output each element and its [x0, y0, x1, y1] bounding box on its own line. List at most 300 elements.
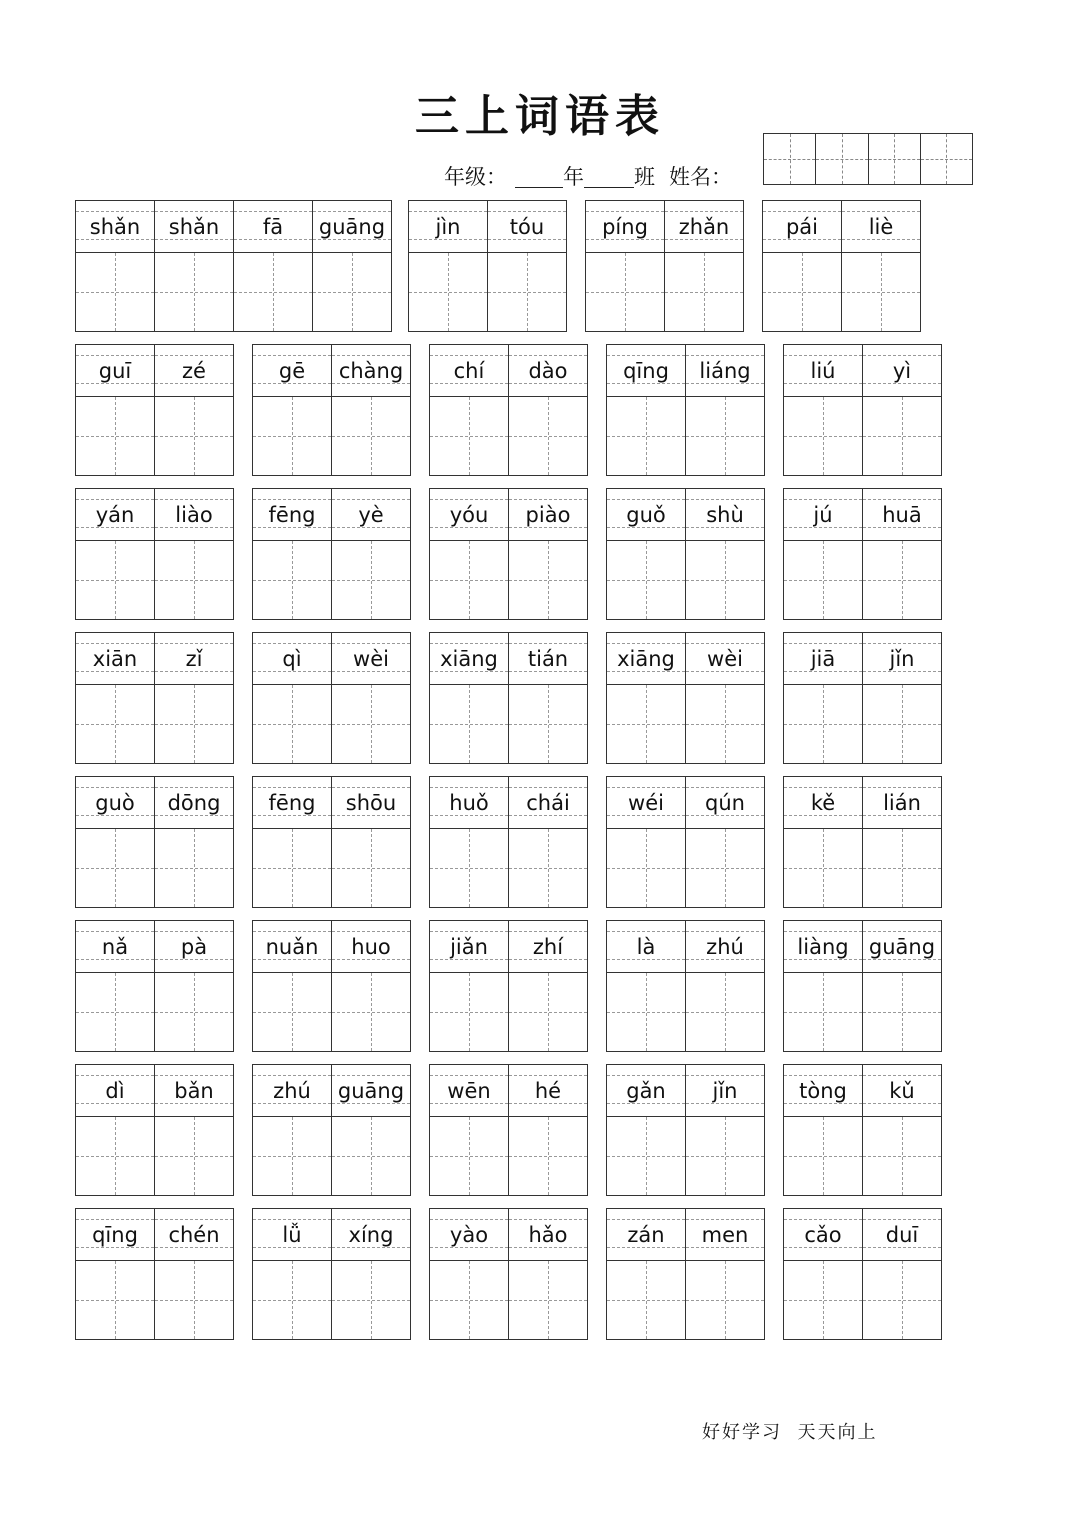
writing-box[interactable]	[430, 397, 508, 475]
pinyin-text: xiāng	[617, 646, 675, 671]
pinyin-cell	[76, 921, 154, 973]
pinyin-text: qīng	[92, 1222, 138, 1247]
character-column	[409, 201, 488, 331]
name-cell[interactable]	[764, 134, 816, 184]
word-item	[606, 920, 765, 1052]
character-column	[509, 1209, 587, 1339]
pinyin-text: guāng	[318, 214, 386, 239]
pinyin-text: guī	[98, 358, 132, 383]
pinyin-cell	[607, 1209, 685, 1261]
pinyin-cell	[863, 633, 941, 685]
pinyin-text: zhú	[706, 934, 744, 959]
character-column	[155, 777, 233, 907]
pinyin-cell	[686, 633, 764, 685]
character-column	[784, 1209, 863, 1339]
word-item	[585, 200, 744, 332]
writing-box[interactable]	[155, 541, 233, 619]
writing-box[interactable]	[332, 541, 410, 619]
pinyin-text: guò	[95, 790, 135, 815]
character-column	[253, 777, 332, 907]
writing-box[interactable]	[686, 1261, 764, 1339]
word-item	[75, 200, 392, 332]
pinyin-cell	[155, 921, 233, 973]
writing-box[interactable]	[784, 973, 862, 1051]
writing-box[interactable]	[784, 829, 862, 907]
character-column	[686, 345, 764, 475]
writing-box[interactable]	[686, 685, 764, 763]
word-item	[252, 776, 411, 908]
pinyin-text: huā	[882, 502, 922, 527]
character-column	[509, 1065, 587, 1195]
pinyin-cell	[686, 489, 764, 541]
pinyin-cell	[332, 489, 410, 541]
pinyin-text: liè	[868, 214, 894, 239]
character-column	[607, 1209, 686, 1339]
writing-box[interactable]	[76, 253, 154, 331]
pinyin-cell	[863, 1209, 941, 1261]
pinyin-text: guǒ	[626, 502, 666, 527]
pinyin-text: fēng	[268, 790, 316, 815]
writing-box[interactable]	[76, 397, 154, 475]
writing-box[interactable]	[509, 1117, 587, 1195]
pinyin-cell	[509, 345, 587, 397]
pinyin-text: kǔ	[889, 1078, 915, 1103]
pinyin-text: jiā	[810, 646, 836, 671]
word-item	[75, 1208, 234, 1340]
word-item	[429, 1208, 588, 1340]
writing-box[interactable]	[509, 541, 587, 619]
pinyin-cell	[332, 633, 410, 685]
name-cell[interactable]	[869, 134, 921, 184]
pinyin-cell	[155, 1065, 233, 1117]
year-label: 年	[563, 165, 584, 189]
writing-box[interactable]	[509, 829, 587, 907]
character-column	[863, 489, 941, 619]
pinyin-text: shǎn	[89, 214, 141, 239]
writing-box[interactable]	[863, 685, 941, 763]
word-item	[606, 1064, 765, 1196]
pinyin-cell	[155, 489, 233, 541]
pinyin-cell	[665, 201, 743, 253]
pinyin-cell	[253, 777, 331, 829]
pinyin-cell	[784, 1209, 862, 1261]
writing-box[interactable]	[332, 829, 410, 907]
writing-box[interactable]	[155, 253, 233, 331]
pinyin-text: gē	[278, 358, 306, 383]
character-column	[863, 345, 941, 475]
writing-box[interactable]	[509, 685, 587, 763]
writing-box[interactable]	[763, 253, 841, 331]
name-cell[interactable]	[816, 134, 868, 184]
pinyin-text: chén	[168, 1222, 220, 1247]
writing-box[interactable]	[784, 1117, 862, 1195]
writing-box[interactable]	[863, 397, 941, 475]
pinyin-text: bǎn	[174, 1078, 214, 1103]
character-column	[784, 777, 863, 907]
character-column	[253, 1209, 332, 1339]
pinyin-text: piào	[525, 502, 571, 527]
pinyin-text: dào	[528, 358, 568, 383]
writing-box[interactable]	[607, 541, 685, 619]
character-column	[430, 489, 509, 619]
writing-box[interactable]	[253, 397, 331, 475]
writing-box[interactable]	[155, 397, 233, 475]
writing-box[interactable]	[253, 829, 331, 907]
writing-box[interactable]	[430, 829, 508, 907]
pinyin-text: yán	[95, 502, 135, 527]
footer-motto: 好好学习 天天向上	[702, 1422, 878, 1443]
pinyin-cell	[607, 345, 685, 397]
writing-box[interactable]	[686, 541, 764, 619]
character-column	[253, 345, 332, 475]
pinyin-text: gǎn	[626, 1078, 666, 1103]
pinyin-text: dōng	[167, 790, 221, 815]
name-label: 姓名：	[669, 165, 732, 189]
word-item	[783, 488, 942, 620]
pinyin-cell	[607, 921, 685, 973]
word-item	[252, 488, 411, 620]
character-column	[253, 921, 332, 1051]
pinyin-text: kě	[810, 790, 836, 815]
pinyin-text: wèi	[707, 646, 743, 671]
writing-box[interactable]	[488, 253, 566, 331]
character-column	[763, 201, 842, 331]
writing-box[interactable]	[76, 1117, 154, 1195]
word-item	[606, 632, 765, 764]
word-item	[252, 1208, 411, 1340]
pinyin-text: qì	[282, 646, 302, 671]
pinyin-cell	[763, 201, 841, 253]
word-item	[762, 200, 921, 332]
pinyin-cell	[488, 201, 566, 253]
pinyin-cell	[863, 921, 941, 973]
word-item	[75, 344, 234, 476]
pinyin-text: tóu	[509, 214, 545, 239]
character-column	[253, 633, 332, 763]
word-item	[783, 344, 942, 476]
writing-box[interactable]	[76, 829, 154, 907]
character-column	[76, 1065, 155, 1195]
page-title: 三上词语表	[415, 91, 665, 142]
pinyin-cell	[430, 1209, 508, 1261]
pinyin-cell	[509, 1065, 587, 1117]
writing-box[interactable]	[863, 829, 941, 907]
pinyin-text: shù	[706, 502, 744, 527]
pinyin-text: men	[701, 1222, 749, 1247]
pinyin-cell	[76, 489, 154, 541]
writing-box[interactable]	[313, 253, 391, 331]
pinyin-cell	[155, 633, 233, 685]
word-item	[606, 344, 765, 476]
pinyin-cell	[253, 345, 331, 397]
pinyin-text: jǐn	[889, 646, 915, 671]
character-column	[488, 201, 566, 331]
pinyin-cell	[253, 489, 331, 541]
writing-box[interactable]	[842, 253, 920, 331]
word-item	[429, 776, 588, 908]
pinyin-text: jiǎn	[450, 934, 488, 959]
writing-box[interactable]	[155, 829, 233, 907]
pinyin-cell	[784, 633, 862, 685]
pinyin-text: píng	[602, 214, 648, 239]
character-column	[155, 345, 233, 475]
writing-box[interactable]	[686, 1117, 764, 1195]
character-column	[607, 489, 686, 619]
pinyin-cell	[686, 921, 764, 973]
writing-box[interactable]	[784, 541, 862, 619]
pinyin-cell	[76, 633, 154, 685]
pinyin-text: huǒ	[449, 790, 489, 815]
pinyin-text: lǚ	[282, 1222, 302, 1247]
writing-box[interactable]	[430, 541, 508, 619]
writing-box[interactable]	[607, 685, 685, 763]
pinyin-text: qún	[705, 790, 745, 815]
pinyin-cell	[253, 1209, 331, 1261]
pinyin-cell	[332, 345, 410, 397]
writing-box[interactable]	[430, 1261, 508, 1339]
character-column	[76, 345, 155, 475]
pinyin-cell	[313, 201, 391, 253]
writing-box[interactable]	[607, 1117, 685, 1195]
pinyin-cell	[784, 921, 862, 973]
pinyin-text: lián	[883, 790, 921, 815]
pinyin-text: wēn	[447, 1078, 491, 1103]
class-label: 班	[634, 165, 655, 189]
character-column	[253, 1065, 332, 1195]
character-column	[76, 489, 155, 619]
pinyin-text: zhǎn	[678, 214, 730, 239]
writing-box[interactable]	[686, 397, 764, 475]
writing-box[interactable]	[234, 253, 312, 331]
character-column	[155, 1065, 233, 1195]
writing-box[interactable]	[784, 685, 862, 763]
word-item	[783, 1064, 942, 1196]
word-item	[75, 1064, 234, 1196]
word-item	[606, 776, 765, 908]
grade-blank[interactable]	[515, 165, 563, 188]
writing-box[interactable]	[76, 541, 154, 619]
writing-box[interactable]	[607, 973, 685, 1051]
pinyin-text: tòng	[799, 1078, 847, 1103]
character-column	[586, 201, 665, 331]
pinyin-text: huo	[351, 934, 391, 959]
pinyin-cell	[76, 1065, 154, 1117]
pinyin-text: nǎ	[101, 934, 129, 959]
pinyin-text: guāng	[868, 934, 936, 959]
word-item	[252, 632, 411, 764]
writing-box[interactable]	[332, 973, 410, 1051]
writing-box[interactable]	[863, 541, 941, 619]
character-column	[332, 1065, 410, 1195]
pinyin-cell	[686, 345, 764, 397]
writing-box[interactable]	[76, 1261, 154, 1339]
character-column	[607, 633, 686, 763]
pinyin-cell	[332, 1209, 410, 1261]
character-column	[607, 1065, 686, 1195]
pinyin-text: jú	[813, 502, 833, 527]
pinyin-text: zǐ	[185, 646, 203, 671]
name-cell[interactable]	[921, 134, 972, 184]
pinyin-text: zhí	[532, 934, 564, 959]
writing-box[interactable]	[76, 973, 154, 1051]
pinyin-text: fēng	[268, 502, 316, 527]
pinyin-text: liáng	[699, 358, 751, 383]
character-column	[155, 633, 233, 763]
pinyin-cell	[430, 921, 508, 973]
pinyin-text: chái	[526, 790, 570, 815]
pinyin-cell	[607, 489, 685, 541]
word-item	[783, 920, 942, 1052]
writing-box[interactable]	[430, 685, 508, 763]
character-column	[430, 633, 509, 763]
character-column	[509, 777, 587, 907]
pinyin-text: yè	[358, 502, 384, 527]
writing-box[interactable]	[586, 253, 664, 331]
character-column	[863, 921, 941, 1051]
pinyin-text: qīng	[623, 358, 669, 383]
pinyin-cell	[155, 777, 233, 829]
pinyin-text: hé	[534, 1078, 562, 1103]
writing-box[interactable]	[509, 397, 587, 475]
pinyin-cell	[253, 921, 331, 973]
writing-box[interactable]	[607, 829, 685, 907]
writing-box[interactable]	[155, 1261, 233, 1339]
character-column	[430, 921, 509, 1051]
character-column	[863, 633, 941, 763]
pinyin-cell	[509, 777, 587, 829]
character-column	[686, 489, 764, 619]
character-column	[76, 921, 155, 1051]
pinyin-text: nuǎn	[265, 934, 319, 959]
pinyin-text: xiāng	[440, 646, 498, 671]
pinyin-cell	[155, 345, 233, 397]
writing-box[interactable]	[784, 1261, 862, 1339]
pinyin-cell	[76, 1209, 154, 1261]
writing-box[interactable]	[784, 397, 862, 475]
character-column	[155, 1209, 233, 1339]
word-item	[429, 920, 588, 1052]
pinyin-cell	[784, 1065, 862, 1117]
writing-box[interactable]	[332, 1117, 410, 1195]
writing-box[interactable]	[253, 1117, 331, 1195]
word-item	[75, 920, 234, 1052]
pinyin-text: pà	[180, 934, 208, 959]
name-writing-grid[interactable]	[763, 133, 973, 185]
writing-box[interactable]	[253, 541, 331, 619]
writing-box[interactable]	[155, 973, 233, 1051]
writing-box[interactable]	[430, 973, 508, 1051]
writing-box[interactable]	[332, 1261, 410, 1339]
pinyin-text: chí	[453, 358, 485, 383]
pinyin-text: jìn	[435, 214, 461, 239]
writing-box[interactable]	[665, 253, 743, 331]
writing-box[interactable]	[509, 973, 587, 1051]
pinyin-text: xíng	[348, 1222, 394, 1247]
character-column	[784, 633, 863, 763]
pinyin-cell	[409, 201, 487, 253]
pinyin-cell	[76, 201, 154, 253]
character-column	[686, 1209, 764, 1339]
character-column	[332, 489, 410, 619]
writing-box[interactable]	[76, 685, 154, 763]
pinyin-text: wéi	[628, 790, 664, 815]
pinyin-cell	[863, 777, 941, 829]
word-item	[75, 632, 234, 764]
writing-box[interactable]	[332, 397, 410, 475]
character-column	[509, 489, 587, 619]
writing-box[interactable]	[607, 1261, 685, 1339]
character-column	[509, 345, 587, 475]
writing-box[interactable]	[509, 1261, 587, 1339]
writing-box[interactable]	[253, 973, 331, 1051]
class-blank[interactable]	[584, 165, 634, 188]
pinyin-text: liào	[175, 502, 213, 527]
word-item	[783, 632, 942, 764]
pinyin-cell	[332, 921, 410, 973]
writing-box[interactable]	[155, 1117, 233, 1195]
pinyin-cell	[430, 489, 508, 541]
character-column	[76, 201, 155, 331]
character-column	[430, 1209, 509, 1339]
pinyin-text: tián	[527, 646, 569, 671]
word-item	[75, 488, 234, 620]
word-item	[408, 200, 567, 332]
pinyin-text: wèi	[353, 646, 389, 671]
word-item	[606, 488, 765, 620]
writing-box[interactable]	[686, 973, 764, 1051]
character-column	[686, 1065, 764, 1195]
writing-box[interactable]	[155, 685, 233, 763]
writing-box[interactable]	[863, 973, 941, 1051]
pinyin-text: yào	[449, 1222, 489, 1247]
character-column	[234, 201, 313, 331]
character-column	[686, 921, 764, 1051]
writing-box[interactable]	[863, 1261, 941, 1339]
word-item	[429, 632, 588, 764]
writing-box[interactable]	[332, 685, 410, 763]
word-item	[783, 776, 942, 908]
pinyin-text: yóu	[449, 502, 489, 527]
pinyin-cell	[509, 921, 587, 973]
writing-box[interactable]	[253, 685, 331, 763]
character-column	[607, 921, 686, 1051]
character-column	[155, 201, 234, 331]
pinyin-cell	[842, 201, 920, 253]
pinyin-text: zhú	[273, 1078, 311, 1103]
writing-box[interactable]	[253, 1261, 331, 1339]
word-item	[252, 1064, 411, 1196]
character-column	[607, 345, 686, 475]
pinyin-cell	[863, 345, 941, 397]
pinyin-text: chàng	[338, 358, 404, 383]
character-column	[509, 633, 587, 763]
pinyin-cell	[430, 345, 508, 397]
writing-box[interactable]	[607, 397, 685, 475]
pinyin-text: zán	[627, 1222, 665, 1247]
pinyin-cell	[784, 777, 862, 829]
character-column	[607, 777, 686, 907]
writing-box[interactable]	[686, 829, 764, 907]
pinyin-text: duī	[885, 1222, 919, 1247]
pinyin-text: xiān	[92, 646, 138, 671]
writing-box[interactable]	[409, 253, 487, 331]
writing-box[interactable]	[863, 1117, 941, 1195]
pinyin-cell	[686, 777, 764, 829]
character-column	[784, 489, 863, 619]
character-column	[686, 633, 764, 763]
character-column	[76, 633, 155, 763]
writing-box[interactable]	[430, 1117, 508, 1195]
